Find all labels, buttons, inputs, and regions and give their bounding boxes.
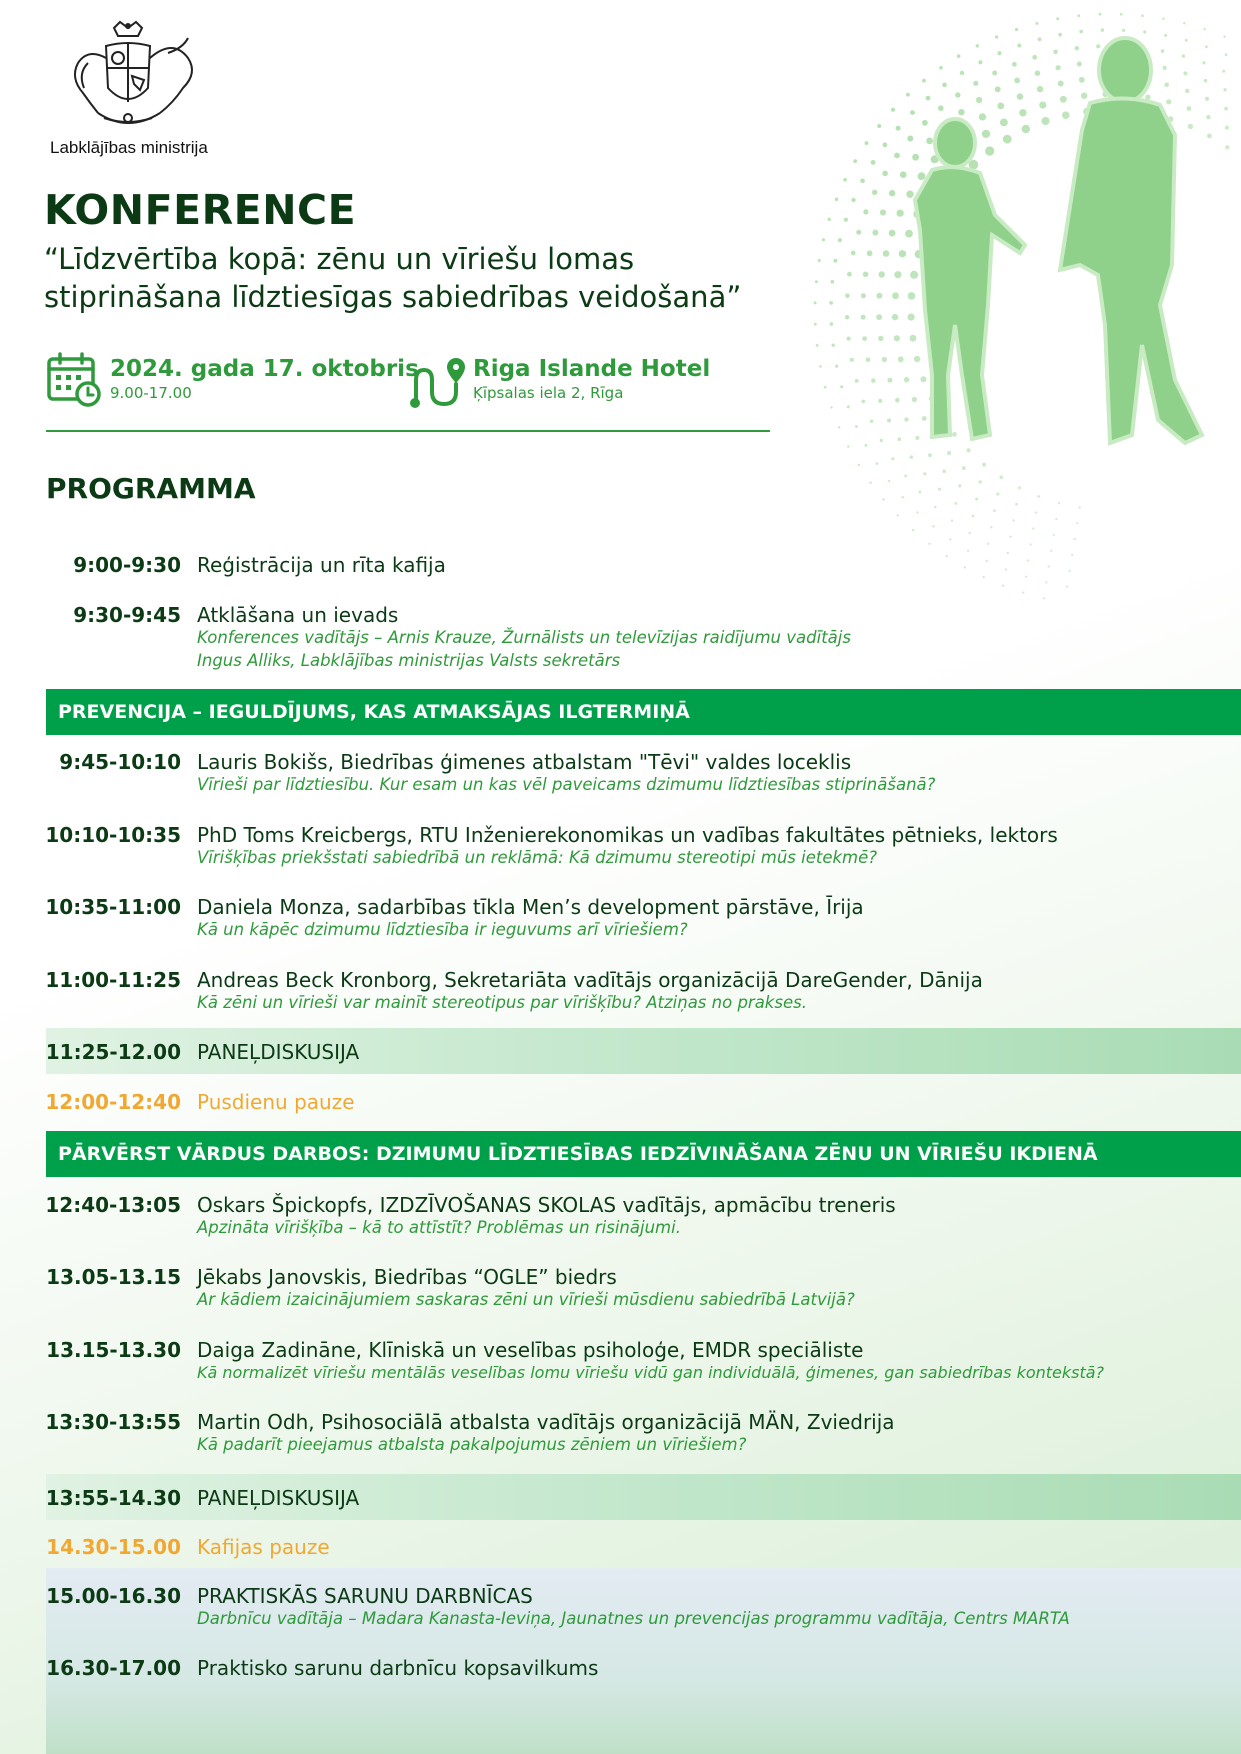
background-dot [855, 379, 859, 383]
background-dot [1053, 534, 1055, 536]
background-dot [932, 525, 934, 527]
background-dot [942, 469, 946, 473]
background-dot [1022, 592, 1024, 594]
background-dot [891, 108, 895, 112]
item-title: PRAKTISKĀS SARUNU DARBNĪCAS [197, 1584, 533, 1608]
coat-of-arms-logo [48, 18, 208, 138]
background-dot [983, 576, 985, 578]
background-dot [819, 365, 822, 368]
item-subtitle: Kā normalizēt vīriešu mentālās veselības lomu vīriešu vidū gan individuālā, ģimenes, gan sabiedrības kontekstā? [197, 1363, 1105, 1382]
background-dot [1099, 13, 1102, 16]
background-dot [898, 356, 904, 362]
background-dot [1077, 14, 1080, 17]
background-dot [858, 464, 860, 466]
background-dot [1047, 565, 1049, 567]
item-time: 13:55-14.30 [45, 1486, 181, 1510]
item-subtitle: Ingus Alliks, Labklājības ministrijas Valsts sekretārs [197, 651, 621, 670]
item-time: 9:45-10:10 [59, 750, 181, 774]
item-title: Daniela Monza, sadarbības tīkla Men’s development pārstāve, Īrija [197, 895, 864, 919]
background-dot [865, 444, 868, 447]
item-title: PANEĻDISKUSIJA [197, 1486, 360, 1510]
background-dot [1162, 18, 1164, 20]
background-dot [862, 336, 867, 341]
item-time: 9:00-9:30 [73, 553, 181, 577]
background-dot [894, 153, 900, 159]
background-dot [894, 335, 900, 341]
background-dot [892, 314, 898, 320]
background-dot [1071, 554, 1073, 556]
item-title: Kafijas pauze [197, 1535, 330, 1559]
section-title: PĀRVĒRST VĀRDUS DARBOS: DZIMUMU LĪDZTIESĪBAS IEDZĪVINĀŠANA ZĒNU UN VĪRIEŠU IKDIENĀ [58, 1143, 1098, 1165]
background-dot [872, 190, 877, 195]
background-dot [910, 455, 913, 458]
background-dot [829, 301, 833, 305]
calendar-clock-icon [46, 352, 102, 408]
background-dot [904, 417, 908, 421]
background-dot [889, 190, 895, 196]
item-title: Oskars Špickopfs, IZDZĪVOŠANAS SKOLAS vadītājs, apmācību treneris [197, 1193, 896, 1217]
background-dot [979, 480, 982, 483]
background-dot [1076, 522, 1078, 524]
background-dot [899, 250, 906, 257]
background-dot [861, 315, 866, 320]
background-dot [904, 475, 907, 478]
background-dot [847, 337, 851, 341]
location-pin-icon [408, 354, 468, 410]
item-time: 13.05-13.15 [46, 1265, 181, 1289]
section-band-prevention [46, 689, 1241, 735]
background-dot [871, 160, 876, 165]
background-dot [964, 566, 966, 568]
background-dot [845, 315, 849, 319]
background-dot [1045, 581, 1047, 583]
background-dot [1225, 53, 1228, 56]
background-dot [969, 532, 971, 534]
item-subtitle: Kā padarīt pieejamus atbalsta pakalpojumus zēniem un vīriešiem? [197, 1435, 747, 1454]
background-dot [847, 272, 852, 277]
conference-title-line2: stiprināšana līdztiesīgas sabiedrības veidošanā” [44, 280, 742, 314]
item-title: Martin Odh, Psihosociālā atbalsta vadītājs organizācijā MÄN, Zviedrija [197, 1410, 895, 1434]
background-dot [982, 463, 986, 467]
item-time: 11:00-11:25 [45, 968, 181, 992]
background-dot [816, 344, 819, 347]
item-subtitle: Kā un kāpēc dzimumu līdztiesība ir ieguvums arī vīriešiem? [197, 920, 688, 939]
item-title: Andreas Beck Kronborg, Sekretariāta vadītājs organizācijā DareGender, Dānija [197, 968, 983, 992]
background-dot [1029, 543, 1031, 545]
background-dot [1012, 519, 1014, 521]
item-time: 10:10-10:35 [45, 823, 181, 847]
background-dot [860, 179, 865, 184]
item-subtitle: Vīrieši par līdztiesību. Kur esam un kas vēl paveicams dzimumu līdztiesības stiprināšanā? [197, 775, 936, 794]
background-dot [1025, 576, 1027, 578]
background-dot [830, 406, 832, 408]
background-dot [882, 357, 887, 362]
background-dot [1043, 597, 1045, 599]
background-dot [1079, 506, 1081, 508]
background-dot [814, 323, 817, 326]
background-dot [847, 445, 849, 447]
background-dot [894, 271, 901, 278]
background-dot [900, 171, 907, 178]
background-dot [869, 482, 871, 484]
background-dot [923, 472, 926, 475]
background-dot [831, 280, 835, 284]
background-dot [888, 480, 890, 482]
background-dot [832, 344, 835, 347]
background-dot [814, 301, 817, 304]
event-time: 9.00-17.00 [110, 384, 192, 402]
background-dot [870, 420, 873, 423]
background-dot [1141, 14, 1144, 17]
background-dot [1018, 486, 1021, 489]
background-dot [999, 475, 1003, 479]
item-time: 12:00-12:40 [45, 1090, 181, 1114]
background-dot [958, 484, 961, 487]
background-dot [887, 378, 892, 383]
background-dot [851, 198, 855, 202]
background-dot [904, 377, 909, 382]
background-dot [865, 141, 869, 145]
item-subtitle: Apzināta vīrišķība – kā to attīstīt? Problēmas un risinājumi. [197, 1218, 681, 1237]
background-dot [895, 398, 900, 403]
background-dot [876, 293, 882, 299]
item-title: PANEĻDISKUSIJA [197, 1040, 360, 1064]
background-dot [898, 437, 902, 441]
background-dot [883, 142, 888, 147]
background-dot [1225, 126, 1229, 130]
background-dot [986, 560, 988, 562]
background-dot [887, 419, 891, 423]
ministry-name: Labklājības ministrija [50, 138, 208, 157]
background-dot [962, 466, 966, 470]
item-title: Pusdienu pauze [197, 1090, 355, 1114]
item-time: 16.30-17.00 [46, 1656, 181, 1680]
background-dot [1002, 585, 1004, 587]
item-time: 9:30-9:45 [73, 603, 181, 627]
event-date: 2024. gada 17. oktobris [110, 356, 419, 382]
background-dot [1225, 145, 1229, 149]
background-dot [967, 550, 969, 552]
item-time: 12:40-13:05 [45, 1193, 181, 1217]
background-dot [954, 502, 957, 505]
background-dot [838, 238, 842, 242]
background-dot [996, 492, 999, 495]
background-dot [1222, 70, 1225, 73]
section-band-words-to-action [46, 1131, 1241, 1177]
background-dot [844, 218, 848, 222]
background-dot [843, 178, 847, 182]
item-title: Atklāšana un ievads [197, 603, 399, 627]
background-dot [891, 457, 894, 460]
item-time: 13.15-13.30 [46, 1338, 181, 1362]
background-dot [972, 515, 975, 518]
background-dot [824, 386, 827, 389]
background-dot [902, 496, 904, 498]
background-dot [861, 293, 866, 298]
background-dot [1055, 518, 1057, 520]
background-dot [867, 250, 873, 256]
background-dot [912, 529, 914, 531]
item-time: 14.30-15.00 [46, 1535, 181, 1559]
item-subtitle: Konferences vadītājs – Arnis Krauze, Žurnālists un televīzijas raidījumu vadītājs [197, 628, 851, 647]
background-dot [822, 238, 825, 241]
item-title: Praktisko sarunu darbnīcu kopsavilkums [197, 1656, 599, 1680]
background-dot [1015, 503, 1018, 506]
background-dot [818, 259, 821, 262]
background-dot [877, 124, 881, 128]
item-time: 15.00-16.30 [46, 1584, 181, 1608]
background-dot [1032, 527, 1034, 529]
item-title: Lauris Bokišs, Biedrības ģimenes atbalstam "Tēvi" valdes loceklis [197, 750, 852, 774]
conference-label: KONFERENCE [44, 186, 357, 234]
item-time: 13:30-13:55 [45, 1410, 181, 1434]
background-dot [1066, 585, 1068, 587]
background-dot [838, 426, 840, 428]
background-dot [872, 230, 878, 236]
background-dot [916, 511, 918, 513]
background-dot [851, 251, 856, 256]
background-dot [934, 506, 936, 508]
background-dot [889, 230, 896, 237]
item-subtitle: Darbnīcu vadītāja – Madara Kanasta-Ieviņa, Jaunatnes un prevencijas programmu vadītāja, Centrs MARTA [197, 1609, 1070, 1628]
background-dot [855, 425, 858, 428]
item-title: Jēkabs Janovskis, Biedrības “OGLE” biedrs [197, 1265, 617, 1289]
background-dot [847, 405, 850, 408]
background-dot [856, 230, 861, 235]
background-dot [946, 555, 948, 557]
background-dot [1223, 36, 1225, 38]
item-time: 10:35-11:00 [45, 895, 181, 919]
background-dot [863, 272, 869, 278]
background-dot [897, 514, 899, 516]
background-dot [1007, 552, 1009, 554]
background-dot [850, 358, 854, 362]
background-dot [1037, 495, 1040, 498]
item-title: Reģistrācija un rīta kafija [197, 553, 446, 577]
background-dot [975, 498, 978, 501]
background-dot [949, 538, 951, 540]
background-dot [1056, 17, 1059, 20]
background-dot [993, 509, 996, 512]
conference-title-line1: “Līdzvērtība kopā: zēnu un vīriešu lomas [44, 242, 635, 276]
background-dot [897, 210, 904, 217]
background-dot [871, 378, 875, 382]
background-dot [833, 259, 837, 263]
background-dot [1027, 559, 1029, 561]
background-dot [878, 399, 882, 403]
background-dot [835, 198, 839, 202]
background-dot [830, 322, 834, 326]
background-dot [1224, 107, 1228, 111]
item-subtitle: Vīrišķības priekšstati sabiedrībā un reklāmā: Kā dzimumu stereotipi mūs ietekmē? [197, 848, 878, 867]
background-dot [938, 488, 941, 491]
background-dot [1058, 502, 1060, 504]
background-dot [882, 171, 888, 177]
silhouette-father-son [910, 25, 1210, 455]
venue-address: Ķīpsalas iela 2, Rīga [473, 384, 624, 402]
background-dot [835, 365, 838, 368]
background-dot [878, 336, 883, 341]
header-divider [46, 430, 770, 432]
background-dot [1069, 570, 1071, 572]
background-dot [883, 250, 890, 257]
background-dot [1223, 88, 1226, 91]
background-dot [1120, 13, 1123, 16]
background-dot [866, 357, 871, 362]
background-dot [892, 292, 899, 299]
background-dot [828, 218, 831, 221]
background-dot [815, 280, 818, 283]
background-dot [951, 520, 953, 522]
background-dot [845, 293, 850, 298]
background-dot [862, 400, 866, 404]
background-dot [880, 439, 883, 442]
background-dot [853, 159, 857, 163]
background-dot [863, 209, 868, 214]
background-dot [876, 314, 882, 320]
background-dot [1074, 538, 1076, 540]
background-dot [896, 126, 901, 131]
conference-title [44, 240, 784, 316]
section-title: PREVENCIJA – IEGULDĪJUMS, KAS ATMAKSĀJAS ILGTERMIŅĀ [58, 701, 690, 723]
item-subtitle: Kā zēni un vīrieši var mainīt stereotipus par vīrišķību? Atziņas no prakses. [197, 993, 807, 1012]
background-dot [876, 462, 879, 465]
background-dot [1035, 511, 1037, 513]
background-dot [928, 543, 930, 545]
item-subtitle: Ar kādiem izaicinājumiem saskaras zēni un vīrieši mūsdienu sabiedrībā Latvijā? [197, 1290, 855, 1309]
background-dot [882, 498, 884, 500]
background-dot [880, 209, 886, 215]
background-dot [840, 385, 843, 388]
programme-title: PROGRAMMA [46, 472, 256, 505]
background-dot [1009, 536, 1011, 538]
item-title: Daiga Zadināne, Klīniskā un veselības psiholoģe, EMDR speciāliste [197, 1338, 864, 1362]
background-dot [879, 271, 885, 277]
background-dot [990, 526, 992, 528]
background-dot [987, 543, 989, 545]
background-dot [919, 491, 922, 494]
item-title: PhD Toms Kreicbergs, RTU Inženierekonomikas un vadības fakultātes pētnieks, lektors [197, 823, 1058, 847]
item-time: 11:25-12.00 [45, 1040, 181, 1064]
venue-name: Riga Islande Hotel [473, 356, 711, 382]
background-dot [1005, 568, 1007, 570]
background-dot [1050, 550, 1052, 552]
